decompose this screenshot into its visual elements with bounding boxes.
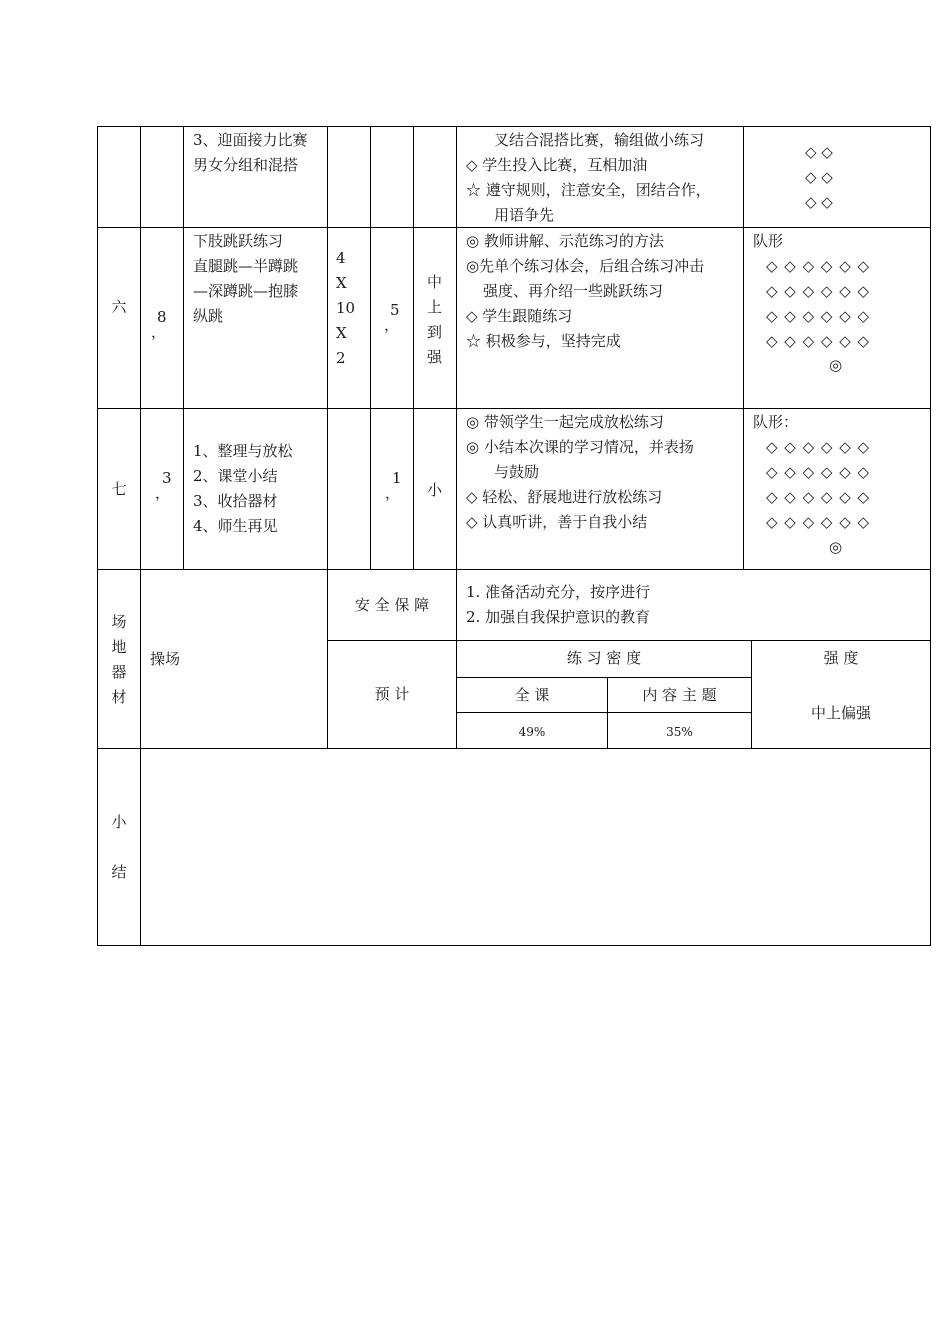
content-line: 下肢跳跃练习 <box>193 232 284 250</box>
intensity-char: 强 <box>427 348 443 366</box>
safety-label: 安 全 保 障 <box>354 596 430 614</box>
formation-label: 队形 <box>753 232 784 250</box>
venue-label-char: 场 <box>111 613 127 631</box>
section-number: 六 <box>111 298 127 316</box>
reps-line: X <box>336 324 347 342</box>
sets-mark: ， <box>385 484 401 502</box>
section-time-mark: ， <box>155 484 171 502</box>
formation-row: ◇ ◇ <box>805 193 833 211</box>
content-line: 2、课堂小结 <box>193 467 278 485</box>
content-line: 3、收拾器材 <box>193 492 278 510</box>
topic-value: 35% <box>666 725 693 739</box>
method-line: ◎ 小结本次课的学习情况，并表扬 <box>466 438 694 456</box>
summary-label-char: 结 <box>111 863 127 881</box>
safety-item: 2. 加强自我保护意识的教育 <box>466 608 651 626</box>
content-line: —深蹲跳—抱膝 <box>193 282 299 300</box>
formation-row: ◇ ◇ ◇ ◇ ◇ ◇ <box>766 307 870 325</box>
section-time-mark: ， <box>151 323 167 341</box>
content-line: 纵跳 <box>193 307 224 325</box>
content-line: 直腿跳—半蹲跳 <box>193 257 299 275</box>
summary-label-char: 小 <box>111 813 127 831</box>
formation-row: ◇ ◇ ◇ ◇ ◇ ◇ <box>766 257 870 275</box>
estimate-label: 预 计 <box>374 685 410 703</box>
summary-content-area <box>141 749 930 945</box>
method-line: ◎先单个练习体会，后组合练习冲击 <box>466 257 705 275</box>
method-line: ◇ 轻松、舒展地进行放松练习 <box>466 488 663 506</box>
method-line: ◇ 学生投入比赛，互相加油 <box>466 156 648 174</box>
content-line: 男女分组和混搭 <box>193 156 299 174</box>
topic-label: 内 容 主 题 <box>642 686 717 704</box>
formation-row: ◇ ◇ ◇ ◇ ◇ ◇ <box>766 332 870 350</box>
whole-lesson-value: 49% <box>518 725 546 739</box>
whole-lesson-label: 全 课 <box>514 686 550 704</box>
method-line: 用语争先 <box>494 206 555 224</box>
content-line: 4、师生再见 <box>193 517 278 535</box>
intensity-label: 强 度 <box>823 649 859 667</box>
method-line: ◎ 教师讲解、示范练习的方法 <box>466 232 664 250</box>
intensity-char: 上 <box>427 298 443 316</box>
formation-row: ◇ ◇ <box>805 168 833 186</box>
formation-label: 队形： <box>753 413 799 431</box>
intensity-char: 中 <box>427 273 443 291</box>
sets-value: 1 <box>392 469 402 487</box>
intensity-char: 到 <box>427 323 443 341</box>
venue-label-char: 地 <box>111 638 127 656</box>
venue-value: 操场 <box>150 650 181 668</box>
sets-value: 5 <box>390 301 400 319</box>
method-line: ◇ 认真听讲，善于自我小结 <box>466 513 648 531</box>
method-line: 叉结合混搭比赛，输组做小练习 <box>494 131 705 149</box>
reps-line: 2 <box>336 349 346 367</box>
venue-label-char: 材 <box>111 688 127 706</box>
teacher-position-icon: ◎ <box>829 356 843 374</box>
section-number: 七 <box>111 480 127 498</box>
method-line: 强度、再介绍一些跳跃练习 <box>483 282 664 300</box>
sets-mark: ， <box>384 316 400 334</box>
teacher-position-icon: ◎ <box>829 538 843 556</box>
method-line: ☆ 积极参与，坚持完成 <box>466 332 621 350</box>
method-line: 与鼓励 <box>494 463 540 481</box>
intensity-value: 中上偏强 <box>810 704 871 722</box>
venue-label-char: 器 <box>111 663 127 681</box>
formation-row: ◇ ◇ ◇ ◇ ◇ ◇ <box>766 488 870 506</box>
intensity-char: 小 <box>427 481 443 499</box>
content-line: 3、迎面接力比赛 <box>193 131 308 149</box>
formation-row: ◇ ◇ ◇ ◇ ◇ ◇ <box>766 282 870 300</box>
formation-row: ◇ ◇ ◇ ◇ ◇ ◇ <box>766 463 870 481</box>
reps-line: 10 <box>336 299 356 317</box>
method-line: ◎ 带领学生一起完成放松练习 <box>466 413 664 431</box>
reps-line: X <box>336 274 347 292</box>
method-line: ☆ 遵守规则，注意安全，团结合作， <box>466 181 711 199</box>
reps-line: 4 <box>336 249 346 267</box>
section-time: 3 <box>162 469 172 487</box>
method-line: ◇ 学生跟随练习 <box>466 307 573 325</box>
density-label: 练 习 密 度 <box>566 649 642 667</box>
section-time: 8 <box>157 308 167 326</box>
formation-row: ◇ ◇ <box>805 143 833 161</box>
formation-row: ◇ ◇ ◇ ◇ ◇ ◇ <box>766 513 870 531</box>
formation-row: ◇ ◇ ◇ ◇ ◇ ◇ <box>766 438 870 456</box>
safety-item: 1. 准备活动充分，按序进行 <box>466 583 651 601</box>
content-line: 1、整理与放松 <box>193 442 293 460</box>
